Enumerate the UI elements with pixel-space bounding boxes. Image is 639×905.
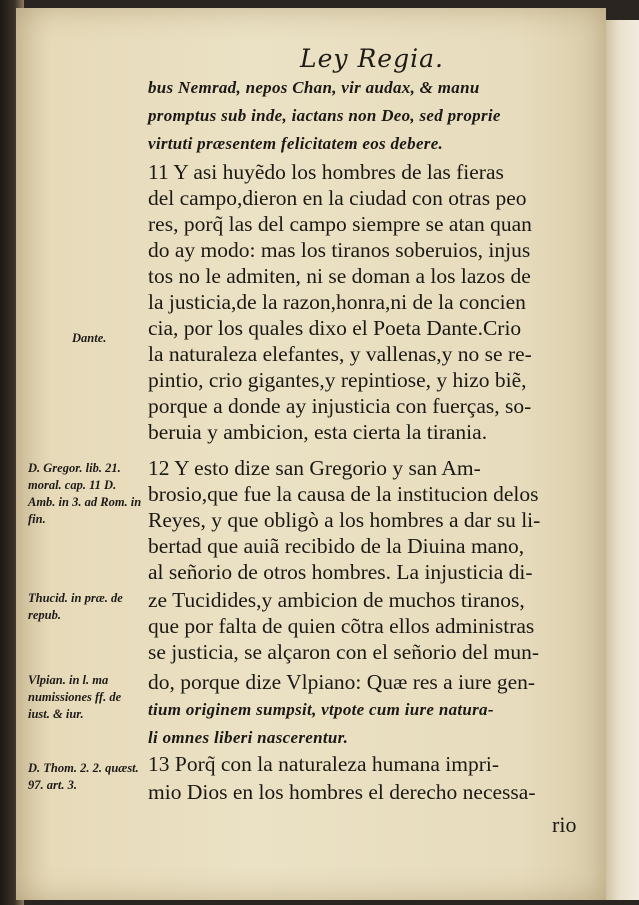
text-line: res, porq̃ las del campo siempre se atan quan <box>148 212 532 236</box>
margin-note: D. Gregor. lib. 21. moral. cap. 11 D. Amb. in 3. ad Rom. in fin. <box>28 461 142 526</box>
text-line: la justicia,de la razon,honra,ni de la concien <box>148 290 526 314</box>
text-line: se justicia, se alçaron con el señorio del mun- <box>148 640 540 664</box>
text-line: virtuti præsentem felicitatem eos debere. <box>148 134 444 153</box>
text-line: la naturaleza elefantes, y vallenas,y no se re- <box>148 342 532 366</box>
running-header: Ley Regia. <box>300 44 444 73</box>
margin-note: Dante. <box>72 331 107 345</box>
text-line: li omnes liberi nascerentur. <box>148 728 349 747</box>
text-line: 12 Y esto dize san Gregorio y san Am- <box>148 456 481 480</box>
text-line: 11 Y asi huyẽdo los hombres de las fieras <box>148 160 504 184</box>
text-line: brosio,que fue la causa de la institucion delos <box>148 482 539 506</box>
text-line: bus Nemrad, nepos Chan, vir audax, & manu <box>148 78 480 97</box>
text-line: cia, por los quales dixo el Poeta Dante.Crio <box>148 316 522 340</box>
text-line: do ay modo: mas los tiranos soberuios, injus <box>148 238 531 262</box>
text-line: pintio, crio gigantes,y repintiose, y hizo biẽ, <box>148 368 527 392</box>
margin-note: Vlpian. in l. ma numissiones ff. de iust. & iur. <box>28 673 122 721</box>
text-line: promptus sub inde, iactans non Deo, sed proprie <box>148 106 501 125</box>
text-line: porque a donde ay injusticia con fuerças, so- <box>148 394 532 418</box>
text-line: 13 Porq̃ con la naturaleza humana impri- <box>148 752 500 776</box>
text-line: que por falta de quien cõtra ellos administras <box>148 614 535 638</box>
margin-note: D. Thom. 2. 2. quæst. 97. art. 3. <box>28 761 139 792</box>
text-line: do, porque dize Vlpiano: Quæ res a iure gen- <box>148 670 536 694</box>
text-line: Reyes, y que obligò a los hombres a dar su li- <box>148 508 541 532</box>
text-line: del campo,dieron en la ciudad con otras peo <box>148 186 527 210</box>
catchword: rio <box>552 812 577 837</box>
text-line: beruia y ambicion, esta cierta la tirania. <box>148 420 488 444</box>
text-line: al señorio de otros hombres. La injusticia di- <box>148 560 533 584</box>
text-line: mio Dios en los hombres el derecho necessa- <box>148 780 536 804</box>
margin-note: Thucid. in præ. de repub. <box>28 591 123 622</box>
text-line: bertad que auiã recibido de la Diuina mano, <box>148 534 525 558</box>
page-edge <box>606 20 639 900</box>
text-line: tos no le admiten, ni se doman a los lazos de <box>148 264 531 288</box>
text-line: ze Tucidides,y ambicion de muchos tiranos, <box>148 588 525 612</box>
text-line: tium originem sumpsit, vtpote cum iure natura- <box>148 700 494 719</box>
